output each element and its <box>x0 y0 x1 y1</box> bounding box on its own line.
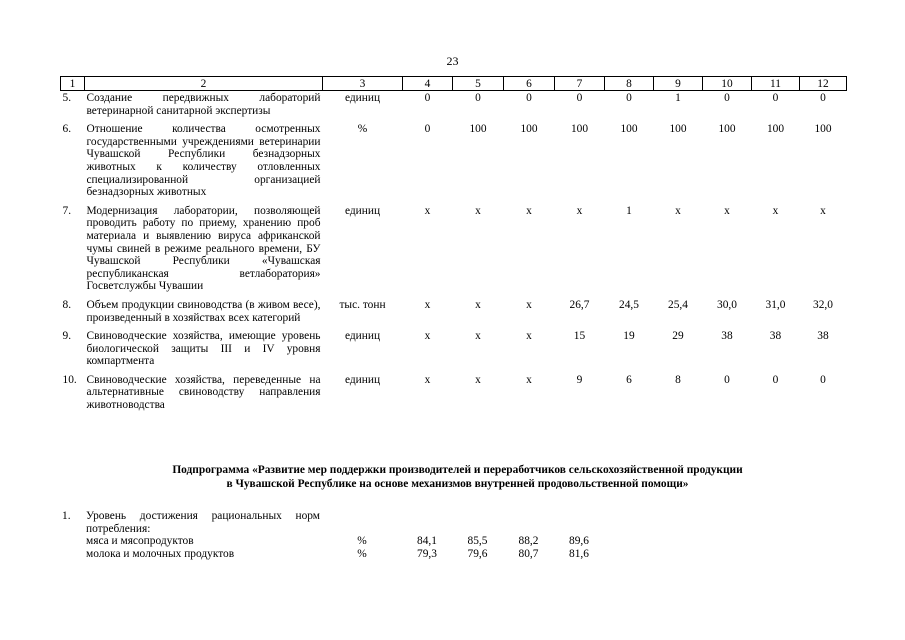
value-cell: 100 <box>570 123 589 136</box>
value-cell: 0 <box>820 92 826 104</box>
table-row <box>61 122 847 204</box>
empty-cell <box>702 548 751 561</box>
indicator-subitem: молока и молочных продуктов <box>86 547 235 560</box>
column-header: 1 <box>61 77 85 91</box>
empty-cell <box>503 510 554 535</box>
value-cell: 84,1 <box>417 535 437 548</box>
value-cell: x <box>526 298 532 311</box>
unit: % <box>357 123 368 136</box>
value-cell: x <box>424 373 431 386</box>
value-cell: 0 <box>424 92 431 104</box>
subprogram-heading-line2: в Чувашской Республике на основе механизмов внутренней продовольственной помощи» <box>226 478 689 490</box>
unit: % <box>357 547 367 560</box>
subprogram-heading-line1: Подпрограмма «Развитие мер поддержки производителей и переработчиков сельскохозяйственной продукции <box>172 464 743 476</box>
value-cell: 0 <box>724 373 730 386</box>
row-number: 6. <box>62 123 72 136</box>
value-cell: 81,6 <box>569 547 589 560</box>
value-cell: 6 <box>626 373 632 386</box>
value-cell: x <box>576 204 583 217</box>
column-header: 7 <box>555 77 605 91</box>
value-cell: 15 <box>573 330 586 343</box>
value-cell: 85,5 <box>467 535 488 548</box>
value-cell: 25,4 <box>668 298 688 311</box>
empty-cell <box>402 510 452 535</box>
value-cell: 19 <box>623 330 635 343</box>
row-number: 1. <box>62 510 71 522</box>
value-cell: 100 <box>669 123 687 136</box>
table-row <box>61 91 847 123</box>
unit: % <box>357 535 367 548</box>
column-header: 4 <box>403 77 453 91</box>
row-number: 9. <box>62 330 72 343</box>
value-cell: 29 <box>672 330 684 343</box>
value-cell: x <box>526 204 532 217</box>
unit: единиц <box>344 204 381 217</box>
value-cell: x <box>820 204 826 217</box>
value-cell: 100 <box>620 123 638 136</box>
indicator-name: Свиноводческие хозяйства, имеющие уровень биологической защиты III и IV уровня компартмента <box>86 330 321 368</box>
column-header: 10 <box>703 77 752 91</box>
table-row <box>61 298 847 329</box>
row-number: 7. <box>62 204 72 217</box>
empty-cell <box>604 535 653 548</box>
unit: единиц <box>344 373 381 386</box>
value-cell: 79,3 <box>417 547 437 560</box>
value-cell: 80,7 <box>518 547 539 560</box>
value-cell: 100 <box>520 123 538 136</box>
unit: единиц <box>344 92 381 104</box>
value-cell: 0 <box>626 92 632 104</box>
value-cell: 38 <box>769 330 782 343</box>
value-cell: 0 <box>576 92 583 104</box>
empty-cell <box>702 535 751 548</box>
empty-cell <box>653 535 702 548</box>
value-cell: 89,6 <box>569 535 589 548</box>
value-cell: 38 <box>817 330 829 343</box>
column-header: 11 <box>752 77 800 91</box>
value-cell: 8 <box>675 373 681 386</box>
table-row <box>60 510 846 535</box>
empty-cell <box>604 548 653 561</box>
value-cell: 0 <box>820 373 826 386</box>
value-cell: x <box>424 330 431 343</box>
page-number: 23 <box>446 54 459 68</box>
indicator-name: Объем продукции свиноводства (в живом весе), произведенный в хозяйствах всех категорий <box>86 298 321 324</box>
table-row <box>61 204 847 298</box>
indicator-name: Свиноводческие хозяйства, переведенные на альтернативные свиноводству направления животноводства <box>86 373 321 412</box>
indicator-name: Модернизация лаборатории, позволяющей проводить работу по приему, хранению проб материала и выявлению вируса африканской чумы свиней в режиме реального времени, БУ Чувашской Республики «Чувашская республиканская ветлаборатория» Госветслужбы Чувашии <box>86 204 321 293</box>
value-cell: 0 <box>724 92 730 104</box>
value-cell: 79,6 <box>467 547 488 560</box>
value-cell: 1 <box>626 204 632 217</box>
value-cell: 88,2 <box>518 535 539 548</box>
value-cell: x <box>526 373 532 386</box>
indicators-table <box>60 76 847 417</box>
unit: единиц <box>344 330 381 343</box>
value-cell: x <box>475 330 481 343</box>
empty-cell <box>653 510 702 535</box>
value-cell: 24,5 <box>619 298 639 311</box>
value-cell: x <box>772 204 779 217</box>
value-cell: 9 <box>576 373 583 386</box>
empty-cell <box>702 510 751 535</box>
value-cell: x <box>675 204 681 217</box>
column-header: 12 <box>800 77 847 91</box>
value-cell: 0 <box>424 123 431 136</box>
value-cell: x <box>475 298 481 311</box>
empty-cell <box>799 510 846 535</box>
column-header: 2 <box>85 77 323 91</box>
value-cell: 26,7 <box>569 298 590 311</box>
value-cell: x <box>424 204 431 217</box>
subprogram-table <box>60 510 846 560</box>
value-cell: x <box>475 204 481 217</box>
table-row <box>60 548 846 561</box>
empty-cell <box>554 510 604 535</box>
empty-cell <box>799 548 846 561</box>
column-header: 9 <box>654 77 703 91</box>
empty-cell <box>322 510 402 535</box>
table-row <box>60 535 846 548</box>
empty-cell <box>452 510 503 535</box>
column-header: 3 <box>323 77 403 91</box>
column-header: 8 <box>605 77 654 91</box>
empty-cell <box>751 510 799 535</box>
empty-cell <box>751 535 799 548</box>
value-cell: x <box>475 373 481 386</box>
table-row <box>61 329 847 373</box>
subprogram-heading <box>60 463 855 491</box>
value-cell: 100 <box>469 123 487 136</box>
table-row <box>61 373 847 417</box>
value-cell: 0 <box>772 92 779 104</box>
value-cell: 1 <box>675 92 681 104</box>
indicator-subitem: мяса и мясопродуктов <box>86 535 194 548</box>
value-cell: 100 <box>766 123 785 136</box>
row-number: 8. <box>62 298 72 311</box>
empty-cell <box>653 548 702 561</box>
value-cell: 0 <box>526 92 532 104</box>
column-header: 6 <box>504 77 555 91</box>
value-cell: 0 <box>475 92 481 104</box>
unit: тыс. тонн <box>339 298 386 311</box>
value-cell: 38 <box>721 330 733 343</box>
row-number <box>60 548 84 561</box>
column-header: 5 <box>453 77 504 91</box>
value-cell: x <box>424 298 431 311</box>
value-cell: 100 <box>718 123 736 136</box>
value-cell: 100 <box>814 123 832 136</box>
empty-cell <box>604 510 653 535</box>
value-cell: 30,0 <box>717 298 737 311</box>
value-cell: x <box>724 204 730 217</box>
indicator-name: Создание передвижных лабораторий ветеринарной санитарной экспертизы <box>86 92 321 117</box>
indicator-name: Уровень достижения рациональных норм потребления: <box>86 510 320 535</box>
value-cell: x <box>526 330 532 343</box>
row-number: 5. <box>62 92 72 104</box>
row-number <box>60 535 84 548</box>
empty-cell <box>799 535 846 548</box>
row-number: 10. <box>62 373 77 386</box>
value-cell: 31,0 <box>765 298 786 311</box>
indicator-name: Отношение количества осмотренных государственными учреждениями ветеринарии Чувашской Республики безнадзорных животных к количеству отловленных специализированной организацией безнадзорных животных <box>86 123 321 199</box>
table-header-row <box>61 77 847 91</box>
value-cell: 0 <box>772 373 779 386</box>
value-cell: 32,0 <box>813 298 833 311</box>
empty-cell <box>751 548 799 561</box>
